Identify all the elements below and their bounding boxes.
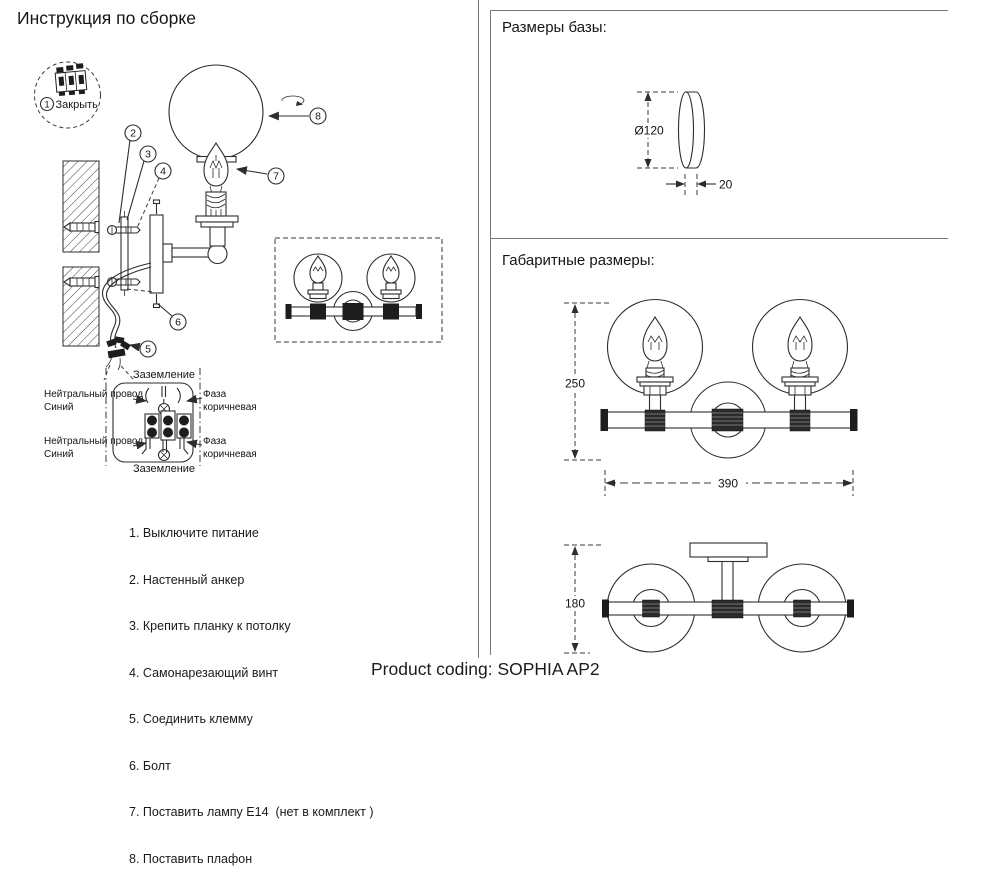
svg-text:3: 3 <box>145 148 151 161</box>
callout-3 <box>140 146 156 162</box>
callout-1: 1 <box>44 99 50 111</box>
wall-hatch <box>63 161 99 346</box>
inset-preview <box>275 238 442 342</box>
svg-text:5: 5 <box>145 343 151 356</box>
base-diagram <box>632 92 733 196</box>
callout-2 <box>125 125 141 141</box>
step-item: 4. Самонарезающий винт <box>129 665 279 680</box>
screw-bottom <box>159 450 170 461</box>
dim-depth-label: 20 <box>719 177 733 192</box>
phase-label-bottom-2: коричневая <box>203 449 257 460</box>
front-view-lamp-left <box>637 317 673 411</box>
lamp-arm <box>163 227 227 264</box>
dim-height-label: 250 <box>564 376 586 391</box>
breaker-callout <box>35 62 101 128</box>
callout-6 <box>170 314 186 330</box>
callout-7 <box>268 168 284 184</box>
step-item: 7. Поставить лампу Е14 (нет в комплект ) <box>129 805 374 819</box>
svg-text:4: 4 <box>160 165 166 178</box>
lamp-socket <box>196 192 238 227</box>
step-item: 5. Соединить клемму <box>129 712 253 726</box>
svg-text:6: 6 <box>175 316 181 329</box>
step-item: 2. Настенный анкер <box>129 572 245 587</box>
neutral-label-top-1: Нейтральный провод <box>44 389 144 400</box>
step-item: 6. Болт <box>129 758 171 773</box>
svg-text:2: 2 <box>130 127 136 140</box>
svg-text:7: 7 <box>273 170 279 183</box>
wiring-diagram <box>44 368 257 475</box>
neutral-label-top-2: Синий <box>44 402 74 413</box>
assembly-diagram <box>35 62 443 475</box>
candle-bulb-icon <box>204 143 228 192</box>
base-panel-title: Размеры базы: <box>502 19 607 36</box>
inset-lamp-left <box>308 256 328 299</box>
page-title: Инструкция по сборке <box>17 8 196 28</box>
callout-8 <box>310 108 326 124</box>
top-view-diagram <box>559 543 854 653</box>
overall-panel-title: Габаритные размеры: <box>502 252 655 269</box>
mounting-plate <box>150 200 163 308</box>
dim-diameter-label: Ø120 <box>634 123 664 138</box>
svg-text:8: 8 <box>315 110 321 123</box>
phase-label-top-2: коричневая <box>203 402 257 413</box>
inset-lamp-right <box>381 256 401 299</box>
neutral-label-bottom-2: Синий <box>44 449 74 460</box>
breaker-icon <box>55 63 88 96</box>
phase-label-bottom-1: Фаза <box>203 436 227 447</box>
ground-label-bottom: Заземление <box>132 463 196 475</box>
front-view-lamp-right <box>782 317 818 411</box>
step-item: 8. Поставить плафон <box>129 851 253 866</box>
product-coding: Product coding: SOPHIA AP2 <box>371 659 600 679</box>
rotation-icon <box>282 96 304 106</box>
callout-5 <box>140 341 156 357</box>
breaker-label: Закрыть <box>55 99 98 111</box>
terminal-block <box>145 411 191 440</box>
neutral-label-bottom-1: Нейтральный провод <box>44 436 144 447</box>
dim-depth-tv-label: 180 <box>564 596 586 611</box>
step-item: 3. Крепить планку к потолку <box>129 619 291 633</box>
callout-4 <box>155 163 171 179</box>
front-view-diagram <box>559 300 858 497</box>
dim-width-label: 390 <box>717 476 739 491</box>
ground-label-top: Заземление <box>132 369 196 381</box>
steps-list <box>129 495 374 883</box>
mounting-strip <box>121 211 128 296</box>
phase-label-top-1: Фаза <box>203 389 227 400</box>
step-item: 1. Выключите питание <box>129 526 259 540</box>
